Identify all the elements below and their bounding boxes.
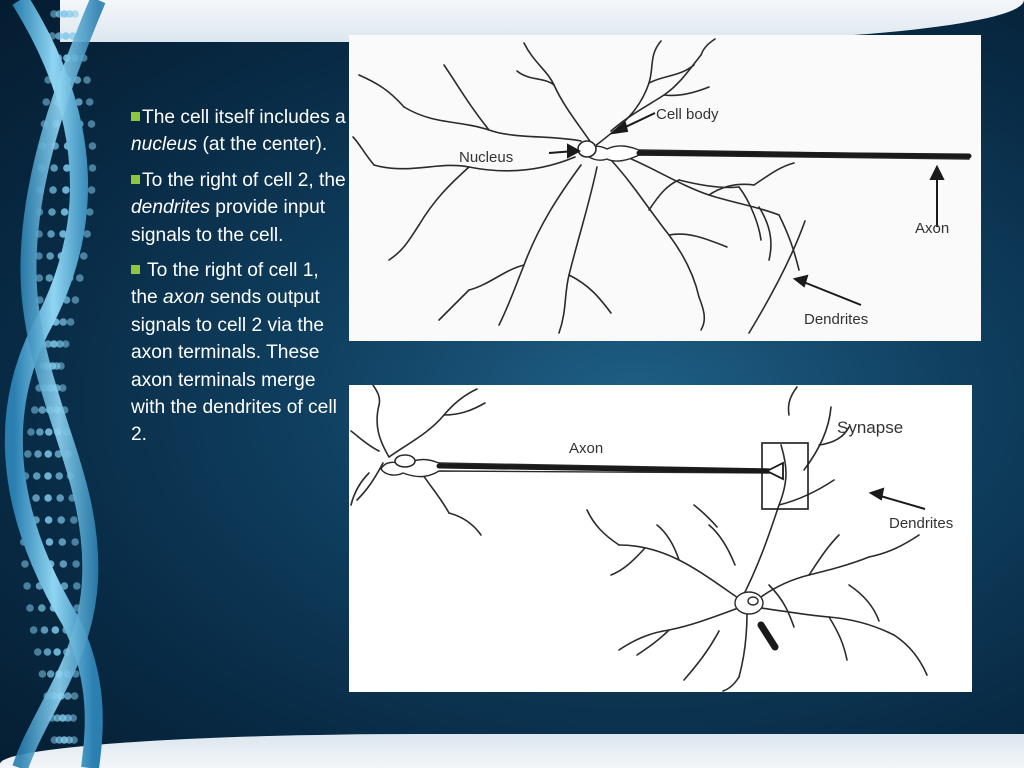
- dna-rung-bead: [57, 362, 65, 370]
- dna-rung-bead: [34, 648, 42, 656]
- dna-rung-bead: [89, 164, 97, 172]
- bottom-decorative-band: [0, 734, 1024, 768]
- dna-rung-bead: [56, 494, 64, 502]
- dna-rung-bead: [41, 626, 49, 634]
- neuron-diagram-top: [349, 35, 981, 341]
- dna-rung-bead: [45, 516, 53, 524]
- dna-rung-bead: [86, 98, 94, 106]
- dna-rung-bead: [62, 32, 70, 40]
- dna-rung-bead: [55, 32, 63, 40]
- dna-rung-bead: [83, 76, 91, 84]
- dna-rung-bead: [48, 208, 56, 216]
- dna-rung-bead: [73, 582, 81, 590]
- neuron-diagram-bottom: [349, 385, 972, 692]
- dna-rung-bead: [61, 208, 69, 216]
- dna-rung-bead: [45, 428, 53, 436]
- dna-rung-bead: [59, 318, 67, 326]
- dna-rung-bead: [34, 450, 42, 458]
- dna-rung-bead: [71, 10, 79, 18]
- dna-rung-bead: [71, 538, 79, 546]
- dna-rung-bead: [83, 230, 91, 238]
- dna-rung-bead: [39, 670, 47, 678]
- dna-rung-bead: [55, 472, 63, 480]
- dna-rung-bead: [24, 450, 32, 458]
- dna-rung-bead: [89, 142, 97, 150]
- bullet-text: (at the center).: [197, 134, 328, 156]
- dna-rung-bead: [53, 648, 61, 656]
- dna-rung-bead: [44, 494, 52, 502]
- dna-helix-decoration: [0, 0, 130, 768]
- bullet-text: The cell itself includes a: [142, 107, 346, 128]
- bullet-nucleus: [131, 104, 347, 159]
- dna-rung-bead: [58, 538, 66, 546]
- bullet-emphasis: nucleus: [131, 134, 198, 156]
- dna-rung-bead: [46, 274, 54, 282]
- label-axon: Axon: [569, 440, 604, 457]
- dna-rung-bead: [60, 560, 68, 568]
- dna-rung-bead: [62, 340, 70, 348]
- dna-rung-bead: [70, 516, 78, 524]
- dna-rung-bead: [49, 186, 57, 194]
- dna-rung-bead: [46, 252, 54, 260]
- dna-rung-bead: [31, 406, 39, 414]
- bullet-marker-icon: [131, 175, 140, 184]
- label-dendrites: Dendrites: [804, 311, 869, 328]
- dna-rung-bead: [50, 164, 58, 172]
- dna-rung-bead: [47, 670, 55, 678]
- dna-rung-bead: [44, 472, 52, 480]
- dna-rung-bead: [70, 736, 78, 744]
- dna-rung-bead: [27, 428, 35, 436]
- label-cell-body: Cell body: [656, 106, 719, 123]
- dna-rung-bead: [42, 98, 50, 106]
- bullet-text: To the right of cell 2, the: [142, 169, 346, 191]
- dna-rung-bead: [52, 626, 60, 634]
- label-axon: Axon: [915, 220, 950, 237]
- bullet-emphasis: dendrites: [131, 197, 210, 219]
- dna-rung-bead: [44, 450, 52, 458]
- bullet-text: sends output signals to cell 2 via the axon terminals. These axon terminals merge with the dendrites of cell 2.: [131, 287, 337, 446]
- dna-rung-bead: [33, 472, 41, 480]
- bullet-marker-icon: [131, 112, 140, 121]
- label-synapse: Synapse: [837, 418, 904, 437]
- neuron-drawing-bottom: [349, 385, 972, 692]
- bullet-marker-icon: [131, 265, 140, 274]
- dna-rung-bead: [72, 296, 80, 304]
- dna-rung-bead: [76, 274, 84, 282]
- dna-rung-bead: [80, 252, 88, 260]
- dna-rung-bead: [88, 120, 96, 128]
- dna-rung-bead: [69, 714, 77, 722]
- dna-rung-bead: [64, 692, 72, 700]
- bullet-text: To the right of cell 1, the: [131, 260, 319, 309]
- dna-rung-bead: [32, 494, 40, 502]
- bullet-axon: [131, 257, 347, 449]
- bullet-emphasis: axon: [163, 287, 205, 309]
- dna-rung-bead: [26, 604, 34, 612]
- dna-rung-bead: [47, 230, 55, 238]
- dna-rung-bead: [88, 186, 96, 194]
- bullet-dendrites: [131, 167, 347, 249]
- dna-rung-bead: [59, 384, 67, 392]
- dna-rung-bead: [38, 406, 46, 414]
- bullet-list: [131, 104, 347, 457]
- dna-rung-bead: [71, 692, 79, 700]
- dna-rung-bead: [57, 516, 65, 524]
- dna-rung-bead: [21, 560, 29, 568]
- bullet-text: provide input signals to the cell.: [131, 197, 326, 246]
- dna-rung-bead: [36, 428, 44, 436]
- dna-rung-bead: [30, 626, 38, 634]
- dna-rung-bead: [44, 648, 52, 656]
- dna-rung-bead: [67, 318, 75, 326]
- dna-rung-bead: [62, 186, 70, 194]
- label-dendrites: Dendrites: [889, 515, 954, 532]
- dna-rung-bead: [23, 582, 31, 590]
- dna-rung-bead: [72, 560, 80, 568]
- dna-rung-bead: [46, 538, 54, 546]
- dna-rung-bead: [38, 604, 46, 612]
- label-nucleus: Nucleus: [459, 149, 514, 166]
- neuron-drawing-top: [349, 35, 981, 341]
